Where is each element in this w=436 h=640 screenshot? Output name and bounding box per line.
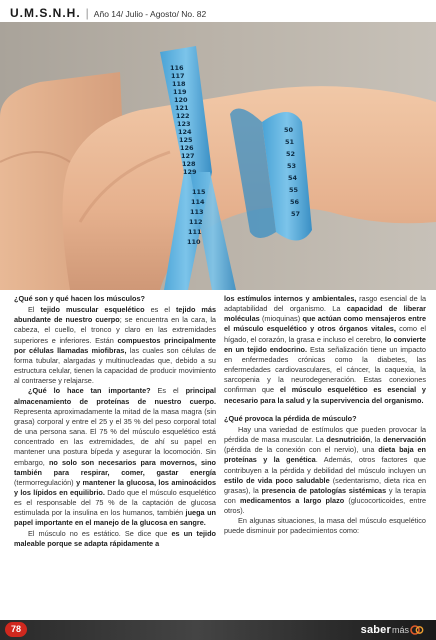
bold-text-run: compuestos principalmente por células llamadas miofibras, <box>14 335 216 355</box>
bold-text-run: desnutrición <box>326 435 371 445</box>
text-run: (glucocorticoides, entre otros). <box>224 495 427 516</box>
page-footer <box>0 620 436 640</box>
right-paragraphs <box>224 425 426 537</box>
svg-text:110: 110 <box>187 238 201 246</box>
svg-text:52: 52 <box>286 150 296 158</box>
svg-text:122: 122 <box>176 112 190 120</box>
bold-text-run: dieta baja en proteínas y la genética <box>224 445 427 465</box>
text-run: Dado que el músculo esquelético es el responsable del 75 % de la captación de glucosa estimulada por la insulina en los humanos, también <box>14 487 216 518</box>
text-run: (sedentarismo, dieta rica en grasas), la <box>224 475 426 495</box>
svg-text:126: 126 <box>180 144 194 152</box>
bold-text-run: juega un papel importante en el manejo de la glucosa en sangre. <box>14 508 216 528</box>
text-run: (mioquinas) <box>259 314 303 324</box>
bold-text-run: tejido muscular esquelético <box>40 305 145 315</box>
arm-with-measuring-tape-image <box>0 22 436 290</box>
bold-text-run: capacidad de liberar moléculas <box>224 304 426 324</box>
svg-text:112: 112 <box>189 218 203 226</box>
svg-text:118: 118 <box>172 80 186 88</box>
text-run: El <box>28 305 41 315</box>
text-run: (termorregulación) <box>14 477 77 487</box>
text-run: y la terapia con <box>224 485 426 505</box>
bold-text-run: ¿Qué lo hace tan importante? <box>28 386 151 396</box>
svg-text:54: 54 <box>288 174 298 182</box>
bold-text-run: principal almacenamiento de proteínas de nuestro cuerpo. <box>14 386 216 406</box>
logo-word-suffix: más <box>391 625 409 635</box>
svg-text:129: 129 <box>183 168 197 176</box>
text-run: . Además, otros factores que contribuyen a la pérdida y debilidad del músculo incluyen un <box>224 455 426 475</box>
svg-text:57: 57 <box>291 210 301 218</box>
running-header <box>10 6 206 22</box>
publisher-name: U.M.S.N.H. <box>10 6 81 20</box>
header-separator: | <box>85 6 89 20</box>
bold-text-run: es un tejido maleable porque se adapta rápidamente a <box>14 528 216 548</box>
issue-info: Año 14/ Julio - Agosto/ No. 82 <box>93 9 207 19</box>
text-run: Esta señalización tiene un impacto en enfermedades crónicas como la diabetes, las enfermedades cardiovasculares, el cáncer, la caquexia, la sarcopenia y la neurodegeneración. Estas conexiones confirman que <box>224 344 426 395</box>
article-column-left <box>14 294 216 549</box>
svg-text:51: 51 <box>285 138 295 146</box>
svg-text:115: 115 <box>192 188 206 196</box>
bold-text-run: el músculo esquelético es esencial y necesario para la salud y la supervivencia del organismo. <box>224 385 426 405</box>
bold-text-run: no solo son necesarios para movernos, sino también para respirar, comer, gastar energía <box>14 457 216 477</box>
article-paragraph <box>224 516 426 536</box>
bold-text-run: tejido más abundante de nuestro cuerpo <box>14 305 217 325</box>
text-run: Hay una variedad de estímulos que pueden provocar la pérdida de masa muscular. La <box>224 424 426 445</box>
svg-text:117: 117 <box>171 72 185 80</box>
svg-text:113: 113 <box>190 208 204 216</box>
text-run: Representa aproximadamente la mitad de la masa magra (sin grasa) corporal y entre el 25 y el 35 % del peso corporal total de una persona sana. El 75 % del músculo esquelético está concentrado en las extremidades, de ahí su papel en mantener una postura bípeda y asegurar la locomoción. Sin embargo, <box>14 406 216 467</box>
svg-text:55: 55 <box>289 186 299 194</box>
section-heading-muscles: ¿Qué son y qué hacen los músculos? <box>14 294 145 303</box>
section-heading-muscle-loss: ¿Qué provoca la pérdida de músculo? <box>224 413 357 423</box>
paragraph-continuation <box>224 294 426 406</box>
article-paragraph <box>14 386 216 528</box>
svg-text:124: 124 <box>178 128 192 136</box>
text-run: Es el <box>150 386 186 396</box>
svg-text:53: 53 <box>287 162 297 170</box>
bold-text-run: lo convierte en un tejido endocrino. <box>224 334 426 354</box>
bold-text-run: que actúan como mensajeros entre el músculo esquelético y otros órganos vitales, <box>224 314 426 334</box>
svg-text:119: 119 <box>173 88 187 96</box>
logo-swirl-icon <box>410 624 424 636</box>
text-run: (pérdida de la conexión con el nervio), una <box>224 445 379 455</box>
text-run: como el hígado, el corazón, la grasa e incluso el cerebro, <box>224 324 426 344</box>
svg-text:111: 111 <box>188 228 202 236</box>
left-paragraphs <box>14 305 216 549</box>
bold-text-run: estilo de vida poco saludable <box>224 475 330 485</box>
article-paragraph <box>14 305 216 386</box>
svg-text:121: 121 <box>175 104 189 112</box>
text-run: En algunas situaciones, la masa del músculo esquelético puede disminuir por padecimientos como: <box>224 516 426 536</box>
logo-word: saber <box>360 624 391 636</box>
bold-text-run: y mantener la glucosa, los aminoácidos y los lípidos en equilibrio. <box>14 477 217 497</box>
text-run: las cuales son células de forma tubular, alargadas y multinucleadas que, debido a su estructura celular, tienen la capacidad de producir movimiento al contraerse y relajarse. <box>14 345 216 386</box>
article-column-right <box>224 294 426 537</box>
bold-text-run: medicamentos a largo plazo <box>239 495 345 505</box>
bold-text-run: denervación <box>383 435 427 445</box>
text-run: , la <box>370 435 384 445</box>
sabermas-logo <box>361 623 424 637</box>
article-paragraph <box>224 425 426 516</box>
svg-text:123: 123 <box>177 120 191 128</box>
svg-text:127: 127 <box>181 152 195 160</box>
svg-text:128: 128 <box>182 160 196 168</box>
svg-text:56: 56 <box>290 198 300 206</box>
bold-text-run: los estímulos internos y ambientales, <box>224 294 357 303</box>
svg-text:50: 50 <box>284 126 294 134</box>
svg-text:120: 120 <box>174 96 188 104</box>
bold-text-run: presencia de patologías sistémicas <box>261 485 387 495</box>
text-run: es el <box>144 305 176 315</box>
text-run: El músculo no es estático. Se dice que <box>28 528 172 538</box>
text-run: rasgo esencial de la adaptabilidad del organismo. La <box>224 294 427 314</box>
svg-text:125: 125 <box>179 136 193 144</box>
page-number: 78 <box>5 622 27 637</box>
svg-text:116: 116 <box>170 64 184 72</box>
svg-text:114: 114 <box>191 198 205 206</box>
text-run: ; se encuentra en la cara, la cabeza, el cuello, el tronco y claro en las extremidades superiores e inferiores. Están <box>14 315 216 345</box>
article-paragraph <box>14 529 216 549</box>
